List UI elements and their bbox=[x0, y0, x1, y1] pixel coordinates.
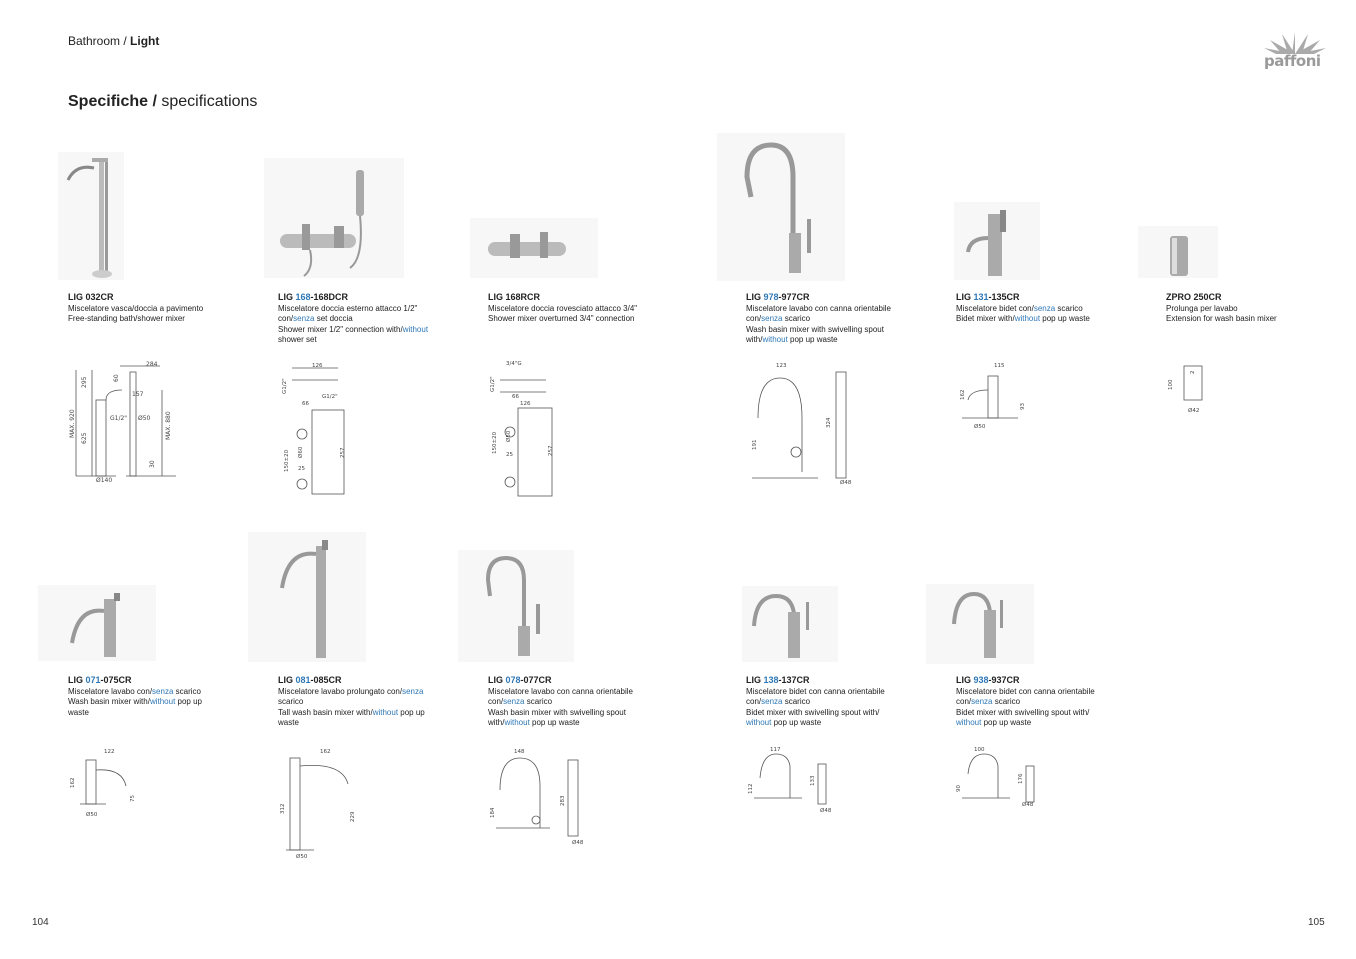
dim-label: 283 bbox=[560, 795, 566, 806]
dim-label: 66 bbox=[302, 401, 309, 407]
dim-label: 66 bbox=[512, 394, 519, 400]
product-photo-081 bbox=[248, 532, 366, 662]
dim-label: G1/2" bbox=[110, 415, 128, 422]
description-en-2 bbox=[488, 718, 658, 729]
text-con: con/ bbox=[278, 314, 294, 323]
dim-label: 25 bbox=[506, 452, 513, 458]
breadcrumb-current: Light bbox=[130, 34, 160, 48]
description-en-2 bbox=[746, 335, 916, 346]
product-photo-978 bbox=[717, 133, 845, 281]
dim-label: Ø50 bbox=[296, 854, 308, 860]
text-without: without bbox=[402, 324, 429, 334]
dim-label: G1/2" bbox=[490, 376, 496, 392]
bidet-mixer-icon bbox=[954, 202, 1040, 280]
dim-label: Ø48 bbox=[1022, 802, 1034, 808]
code-variant-a: 081 bbox=[295, 675, 311, 685]
description-it-2 bbox=[746, 697, 916, 708]
extension-cylinder-icon bbox=[1138, 226, 1218, 278]
technical-drawing-032 bbox=[66, 360, 182, 486]
dim-label: 257 bbox=[548, 445, 554, 456]
dim-label: Ø50 bbox=[506, 430, 512, 442]
description-it: Miscelatore doccia rovesciato attacco 3/4" bbox=[488, 303, 638, 313]
product-938 bbox=[956, 675, 1126, 729]
code-variant-a: 978 bbox=[763, 292, 779, 302]
product-photo-138 bbox=[742, 586, 838, 662]
description-en-2: shower set bbox=[278, 335, 317, 344]
code-variant-b: -168DCR bbox=[310, 292, 349, 302]
code-variant-a: 071 bbox=[85, 675, 101, 685]
text-con: con/ bbox=[488, 697, 504, 706]
text-rest: scarico bbox=[992, 697, 1021, 706]
text-rest: pop up waste bbox=[771, 718, 822, 727]
text-without: without bbox=[762, 335, 788, 344]
product-code bbox=[746, 675, 916, 686]
code-variant-b: -075CR bbox=[100, 675, 132, 685]
description-it-2 bbox=[488, 697, 658, 708]
description-en: Wash basin mixer with swivelling spout bbox=[488, 707, 626, 717]
description-en: Bidet mixer with swivelling spout with/ bbox=[956, 707, 1090, 717]
text-rest: pop up waste bbox=[529, 718, 580, 727]
dim-label: Ø60 bbox=[298, 446, 304, 458]
overturned-shower-mixer-icon bbox=[470, 218, 598, 278]
code-variant-a: 138 bbox=[763, 675, 779, 685]
dim-label: Ø42 bbox=[1188, 408, 1200, 414]
breadcrumb-section: Bathroom / bbox=[68, 34, 131, 48]
product-code: LIG 032CR bbox=[68, 292, 114, 302]
product-zpro bbox=[1166, 292, 1336, 325]
technical-drawing-078 bbox=[486, 746, 596, 848]
description-it: Miscelatore bidet con canna orientabile bbox=[746, 686, 885, 696]
product-071 bbox=[68, 675, 238, 718]
dim-label: 191 bbox=[752, 439, 758, 450]
product-code bbox=[746, 292, 916, 303]
product-code bbox=[488, 675, 658, 686]
dim-label: Ø50 bbox=[86, 812, 98, 818]
code-variant-b: -135CR bbox=[988, 292, 1020, 302]
dim-label: 625 bbox=[81, 432, 88, 444]
code-variant-b: -077CR bbox=[520, 675, 552, 685]
text-without: without bbox=[1014, 314, 1041, 323]
product-032 bbox=[68, 292, 238, 325]
description-it: Miscelatore vasca/doccia a pavimento bbox=[68, 303, 204, 313]
description-en-2 bbox=[746, 718, 916, 729]
code-prefix: LIG bbox=[488, 675, 506, 685]
product-138 bbox=[746, 675, 916, 729]
dim-label: 229 bbox=[350, 811, 356, 822]
dim-label: 93 bbox=[1020, 403, 1026, 410]
description-en-2: waste bbox=[278, 718, 299, 727]
product-168r bbox=[488, 292, 658, 325]
dim-label: 115 bbox=[994, 363, 1005, 369]
technical-drawing-978 bbox=[748, 360, 874, 488]
dim-label: 148 bbox=[514, 749, 525, 755]
code-prefix: LIG bbox=[746, 292, 764, 302]
description-en bbox=[956, 314, 1126, 325]
description-it: Miscelatore lavabo con canna orientabile bbox=[488, 686, 633, 696]
text-senza: senza bbox=[293, 314, 315, 323]
description-en: Extension for wash basin mixer bbox=[1166, 314, 1277, 323]
product-code bbox=[278, 292, 458, 303]
description-en-2 bbox=[956, 718, 1126, 729]
dim-label: 162 bbox=[70, 777, 76, 788]
dim-label: 126 bbox=[312, 363, 323, 369]
dim-label: 324 bbox=[826, 417, 832, 428]
swivel-bidet-mixer-icon bbox=[742, 586, 838, 662]
code-variant-a: 131 bbox=[973, 292, 989, 302]
technical-drawing-zpro bbox=[1162, 362, 1212, 416]
description-it-2: scarico bbox=[278, 697, 304, 706]
product-code: LIG 168RCR bbox=[488, 292, 541, 302]
dim-label: G1/2" bbox=[322, 394, 338, 400]
text-senza: senza bbox=[152, 686, 174, 696]
product-photo-168r bbox=[470, 218, 598, 278]
code-variant-b: -977CR bbox=[778, 292, 810, 302]
description-it-2 bbox=[278, 314, 458, 325]
text-with: Wash basin mixer with/ bbox=[68, 697, 150, 706]
product-photo-938 bbox=[926, 584, 1034, 664]
text-rest: pop up waste bbox=[1040, 314, 1090, 323]
code-prefix: LIG bbox=[278, 675, 296, 685]
text-rest: pop up waste bbox=[787, 335, 838, 344]
page-title bbox=[68, 93, 257, 111]
product-code bbox=[956, 675, 1126, 686]
product-photo-131 bbox=[954, 202, 1040, 280]
brand-logo bbox=[1262, 30, 1328, 72]
description-it bbox=[278, 687, 448, 698]
swivel-basin-mixer-small-icon bbox=[458, 550, 574, 662]
code-variant-b: -937CR bbox=[988, 675, 1020, 685]
text-with: Bidet mixer with/ bbox=[956, 314, 1015, 323]
dim-label: Ø48 bbox=[840, 480, 852, 486]
technical-drawing-168r bbox=[486, 358, 558, 500]
text-senza: senza bbox=[402, 686, 424, 696]
title-italian: Specifiche / bbox=[68, 93, 162, 110]
description-en bbox=[278, 708, 448, 719]
technical-drawing-138 bbox=[746, 744, 842, 816]
dim-label: 30 bbox=[149, 460, 156, 468]
swivel-bidet-mixer-alt-icon bbox=[926, 584, 1034, 664]
technical-drawing-131 bbox=[956, 360, 1030, 432]
description-it-2 bbox=[746, 314, 916, 325]
dim-label: 284 bbox=[146, 361, 158, 368]
code-prefix: LIG bbox=[278, 292, 296, 302]
text-con: Miscelatore lavabo prolungato con/ bbox=[278, 686, 403, 696]
product-code: ZPRO 250CR bbox=[1166, 292, 1222, 302]
text-con: Miscelatore bidet con/ bbox=[956, 303, 1034, 313]
code-variant-a: 168 bbox=[295, 292, 311, 302]
dim-label: 60 bbox=[113, 374, 120, 382]
product-photo-zpro bbox=[1138, 226, 1218, 278]
dim-label: Ø50 bbox=[138, 415, 151, 422]
product-code bbox=[68, 675, 238, 686]
description-en: Wash basin mixer with swivelling spout bbox=[746, 324, 884, 334]
dim-label: 25 bbox=[298, 466, 305, 472]
dim-label: 112 bbox=[748, 783, 754, 794]
product-photo-168 bbox=[264, 158, 404, 278]
dim-label: Ø48 bbox=[820, 808, 832, 814]
description-en: Free-standing bath/shower mixer bbox=[68, 314, 185, 323]
technical-drawing-071 bbox=[66, 746, 140, 818]
dim-label: 3/4"G bbox=[506, 361, 522, 367]
page-number-left: 104 bbox=[32, 917, 49, 928]
code-prefix: LIG bbox=[956, 675, 974, 685]
product-081 bbox=[278, 675, 448, 729]
page-number-right: 105 bbox=[1308, 917, 1325, 928]
dim-label: 75 bbox=[130, 795, 136, 802]
dim-label: 184 bbox=[490, 807, 496, 818]
dim-label: 90 bbox=[956, 785, 962, 792]
dim-label: 100 bbox=[974, 747, 985, 753]
code-prefix: LIG bbox=[746, 675, 764, 685]
title-english: specifications bbox=[161, 93, 258, 110]
dim-label: MAX. 920 bbox=[69, 409, 76, 438]
dim-label: 100 bbox=[1168, 379, 1174, 390]
dim-label: Ø140 bbox=[96, 477, 113, 484]
dim-label: G1/2" bbox=[282, 378, 288, 394]
code-variant-a: 078 bbox=[505, 675, 521, 685]
text-senza: senza bbox=[761, 697, 783, 706]
text-senza: senza bbox=[1033, 303, 1056, 313]
dim-label: Ø50 bbox=[974, 424, 986, 430]
description-en bbox=[68, 697, 238, 708]
dim-label: 2 bbox=[1190, 370, 1196, 374]
dim-label: 312 bbox=[280, 803, 286, 814]
product-078 bbox=[488, 675, 658, 729]
text-rest: scarico bbox=[524, 697, 553, 706]
logo-text: paffoni bbox=[1264, 52, 1321, 70]
text-rest: pop up bbox=[175, 697, 203, 706]
product-photo-078 bbox=[458, 550, 574, 662]
dim-label: 122 bbox=[104, 749, 115, 755]
description-it bbox=[68, 687, 238, 698]
text-without: without bbox=[372, 707, 399, 717]
dim-label: 117 bbox=[770, 747, 781, 753]
text-with: Tall wash basin mixer with/ bbox=[278, 707, 373, 717]
dim-label: 162 bbox=[320, 749, 331, 755]
text-con: con/ bbox=[746, 314, 762, 323]
product-code bbox=[278, 675, 448, 686]
text-with: Shower mixer 1/2" connection with/ bbox=[278, 324, 403, 334]
dim-label: Ø48 bbox=[572, 840, 584, 846]
dim-label: 150±20 bbox=[492, 431, 498, 454]
text-with: with/ bbox=[746, 335, 763, 344]
tall-basin-mixer-icon bbox=[248, 532, 366, 662]
code-variant-b: -085CR bbox=[310, 675, 342, 685]
product-photo-032 bbox=[58, 152, 124, 280]
text-rest: scarico bbox=[173, 686, 201, 696]
description-en bbox=[278, 325, 458, 336]
description-it bbox=[956, 304, 1126, 315]
description-en: Shower mixer overturned 3/4" connection bbox=[488, 314, 635, 323]
product-131 bbox=[956, 292, 1126, 325]
dim-label: 123 bbox=[776, 363, 787, 369]
text-rest: scarico bbox=[782, 697, 811, 706]
code-prefix: LIG bbox=[68, 675, 86, 685]
dim-label: 257 bbox=[340, 447, 346, 458]
technical-drawing-938 bbox=[954, 744, 1050, 816]
technical-drawing-081 bbox=[278, 746, 362, 860]
shower-mixer-set-icon bbox=[264, 158, 404, 278]
description-en-2: waste bbox=[68, 707, 89, 717]
dim-label: MAX. 880 bbox=[165, 411, 172, 440]
description-it: Prolunga per lavabo bbox=[1166, 303, 1238, 313]
text-rest: pop up bbox=[398, 707, 425, 717]
text-without: without bbox=[956, 718, 982, 727]
dim-label: 133 bbox=[810, 775, 816, 786]
text-senza: senza bbox=[503, 697, 525, 706]
text-without: without bbox=[149, 697, 176, 706]
freestanding-mixer-icon bbox=[58, 152, 124, 280]
dim-label: 162 bbox=[960, 389, 966, 400]
text-con: con/ bbox=[956, 697, 972, 706]
code-variant-b: -137CR bbox=[778, 675, 810, 685]
text-rest: scarico bbox=[782, 314, 811, 323]
text-senza: senza bbox=[971, 697, 993, 706]
swivel-basin-mixer-icon bbox=[717, 133, 845, 281]
description-it: Miscelatore lavabo con canna orientabile bbox=[746, 303, 891, 313]
basin-mixer-icon bbox=[38, 585, 156, 661]
dim-label: 176 bbox=[1018, 773, 1024, 784]
description-it: Miscelatore bidet con canna orientabile bbox=[956, 686, 1095, 696]
text-rest: scarico bbox=[1055, 303, 1083, 313]
product-978 bbox=[746, 292, 916, 346]
code-prefix: LIG bbox=[956, 292, 974, 302]
description-it: Miscelatore doccia esterno attacco 1/2" bbox=[278, 303, 418, 313]
breadcrumb bbox=[68, 34, 159, 48]
dim-label: 295 bbox=[81, 376, 88, 388]
text-rest: pop up waste bbox=[981, 718, 1032, 727]
text-without: without bbox=[746, 718, 772, 727]
text-without: without bbox=[504, 718, 530, 727]
description-it-2 bbox=[956, 697, 1126, 708]
dim-label: 126 bbox=[520, 401, 531, 407]
dim-label: 157 bbox=[132, 391, 144, 398]
text-with: with/ bbox=[488, 718, 505, 727]
technical-drawing-168 bbox=[278, 360, 352, 498]
description-en: Bidet mixer with swivelling spout with/ bbox=[746, 707, 880, 717]
text-con: con/ bbox=[746, 697, 762, 706]
product-code bbox=[956, 292, 1126, 303]
dim-label: 150±20 bbox=[284, 449, 290, 472]
text-senza: senza bbox=[761, 314, 783, 323]
text-con: Miscelatore lavabo con/ bbox=[68, 686, 153, 696]
code-variant-a: 938 bbox=[973, 675, 989, 685]
product-168 bbox=[278, 292, 458, 346]
product-photo-071 bbox=[38, 585, 156, 661]
text-rest: set doccia bbox=[314, 314, 353, 323]
